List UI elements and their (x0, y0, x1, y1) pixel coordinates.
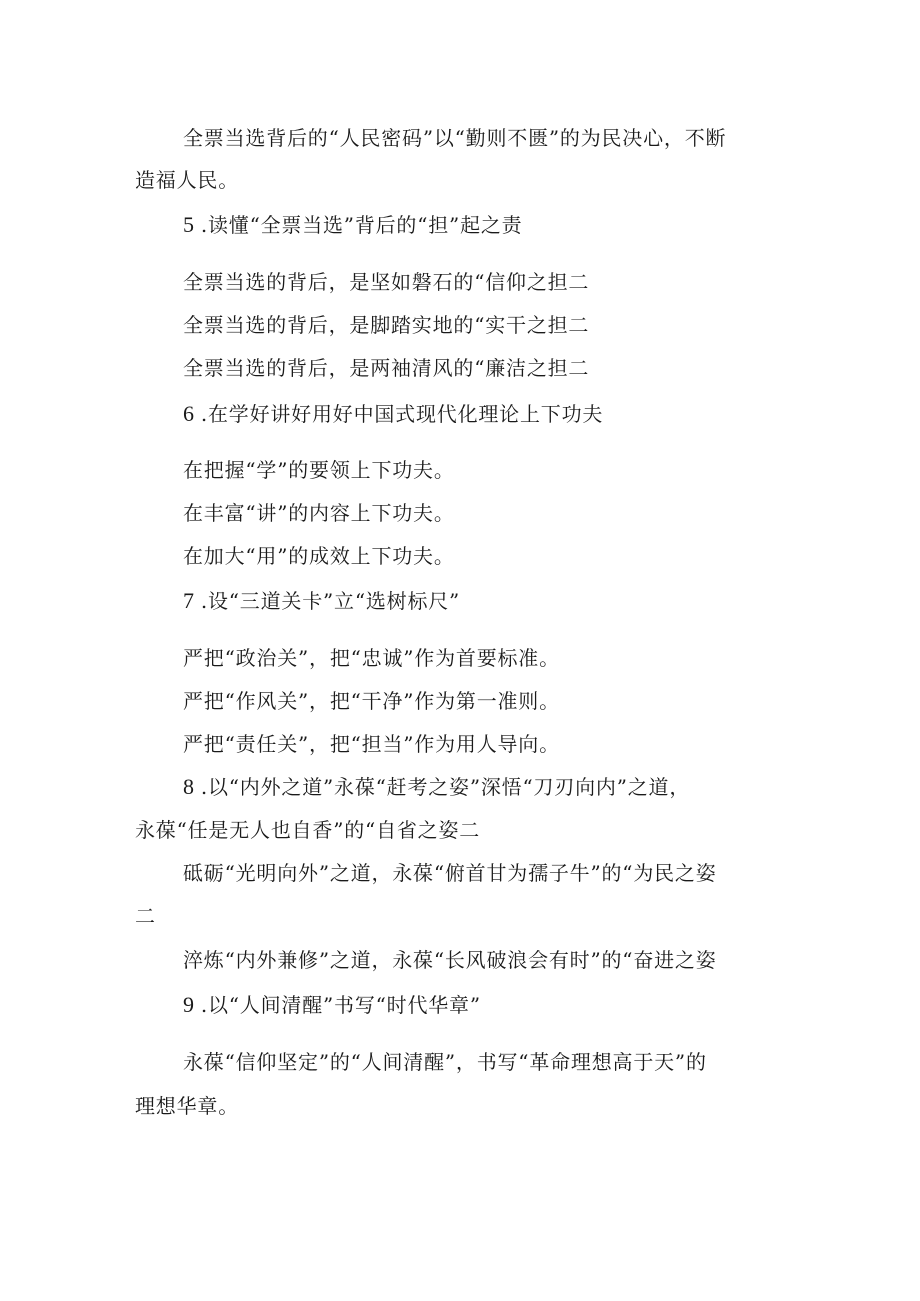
section-title: .设“三道关卡”立“选树标尺” (200, 589, 461, 613)
paragraph-line: 永葆“任是无人也自香”的“自省之姿二 (135, 818, 481, 842)
paragraph-line: 在丰富“讲”的内容上下功夫。 (183, 501, 455, 525)
section-title: .在学好讲好用好中国式现代化理论上下功夫 (200, 402, 604, 426)
paragraph-line: 淬炼“内外兼修”之道，永葆“长风破浪会有时”的“奋进之姿 (183, 948, 717, 972)
paragraph-line: 严把“作风关”，把“干净”作为第一准则。 (183, 689, 560, 713)
paragraph-line: 在加大“用”的成效上下功夫。 (183, 544, 455, 568)
section-number: 6 (183, 401, 195, 426)
section-number: 5 (183, 212, 195, 237)
paragraph-line: 二 (135, 904, 156, 928)
paragraph-line: 全票当选的背后，是坚如磐石的“信仰之担二 (183, 270, 590, 294)
section-heading-9 (183, 994, 481, 1016)
section-title: .以“内外之道”永葆“赶考之姿”深悟“刀刃向内”之道， (200, 775, 691, 799)
section-title: .读懂“全票当选”背后的“担”起之责 (200, 213, 523, 237)
paragraph-line: 在把握“学”的要领上下功夫。 (183, 458, 455, 482)
section-heading-7 (183, 590, 460, 612)
paragraph-line: 永葆“信仰坚定”的“人间清醒”，书写“革命理想高于天”的 (183, 1050, 707, 1074)
paragraph-line: 全票当选的背后，是两袖清风的“廉洁之担二 (183, 356, 590, 380)
section-heading-5 (183, 214, 522, 236)
section-number: 8 (183, 774, 195, 799)
paragraph-line: 全票当选的背后，是脚踏实地的“实干之担二 (183, 313, 590, 337)
paragraph-line: 严把“责任关”，把“担当”作为用人导向。 (183, 732, 560, 756)
section-number: 7 (183, 588, 195, 613)
paragraph-line: 全票当选背后的“人民密码”以“勤则不匮”的为民决心，不断 (183, 126, 727, 150)
section-number: 9 (183, 992, 195, 1017)
section-heading-6 (183, 403, 603, 425)
section-heading-8 (183, 776, 690, 798)
paragraph-line: 砥砺“光明向外”之道，永葆“俯首甘为孺子牛”的“为民之姿 (183, 861, 717, 885)
paragraph-line: 造福人民。 (135, 168, 239, 192)
paragraph-line: 理想华章。 (135, 1094, 239, 1118)
paragraph-line: 严把“政治关”，把“忠诚”作为首要标准。 (183, 646, 560, 670)
section-title: .以“人间清醒”书写“时代华章” (200, 993, 481, 1017)
